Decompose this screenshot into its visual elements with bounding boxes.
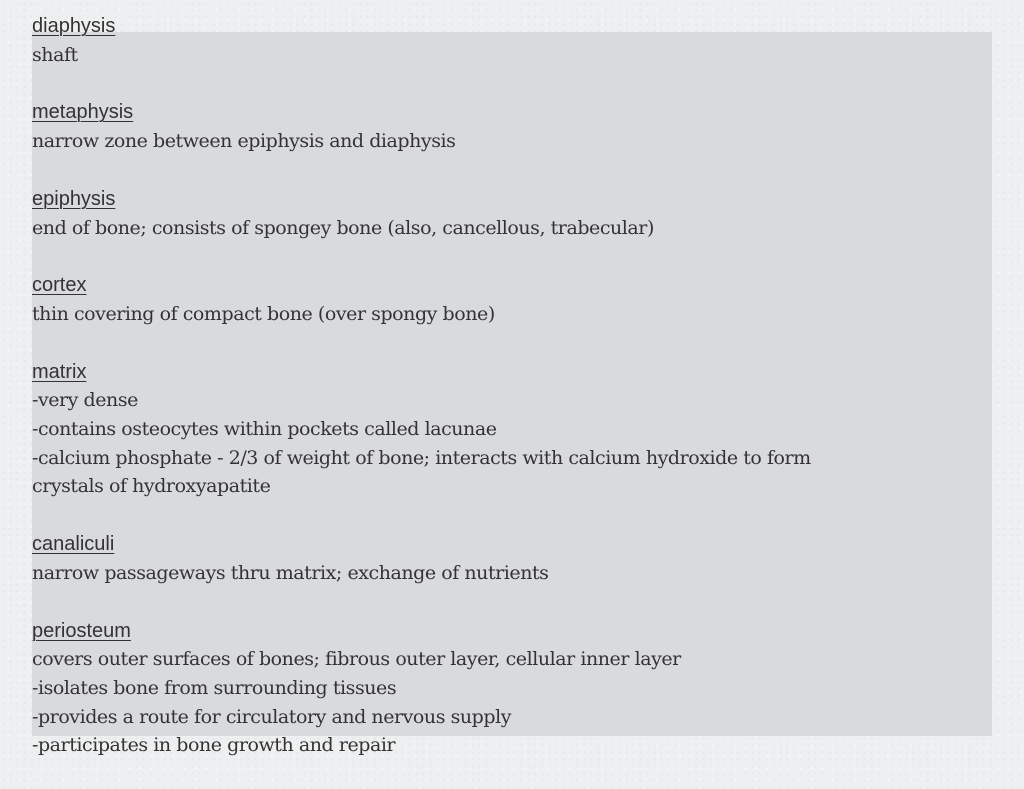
definition-line: -very dense	[32, 389, 138, 412]
definition-line: thin covering of compact bone (over spongy bone)	[32, 302, 495, 325]
term-canaliculi: canaliculi	[32, 533, 115, 556]
term-metaphysis: metaphysis	[32, 101, 134, 124]
term-epiphysis: epiphysis	[32, 187, 116, 210]
entry-cortex	[32, 271, 992, 328]
definition-line: -isolates bone from surrounding tissues	[32, 676, 397, 699]
definition-line: -contains osteocytes within pockets called lacunae	[32, 418, 497, 441]
definition-line: -calcium phosphate - 2/3 of weight of bone; interacts with calcium hydroxide to form	[32, 446, 811, 469]
entry-diaphysis	[32, 12, 992, 69]
definition-line: end of bone; consists of spongey bone (also, cancellous, trabecular)	[32, 216, 654, 239]
entry-periosteum	[32, 617, 992, 761]
definition-line: covers outer surfaces of bones; fibrous outer layer, cellular inner layer	[32, 648, 681, 671]
term-cortex: cortex	[32, 274, 87, 297]
definition-line: narrow zone between epiphysis and diaphysis	[32, 130, 456, 153]
term-matrix: matrix	[32, 360, 87, 383]
term-periosteum: periosteum	[32, 619, 131, 642]
definition-line: -participates in bone growth and repair	[32, 734, 396, 757]
definition-list	[32, 12, 992, 789]
definition-line: shaft	[32, 43, 78, 66]
term-diaphysis: diaphysis	[32, 15, 116, 37]
definition-line: crystals of hydroxyapatite	[32, 475, 271, 498]
definition-line: -provides a route for circulatory and nervous supply	[32, 705, 512, 728]
definition-line: narrow passageways thru matrix; exchange of nutrients	[32, 561, 549, 584]
entry-epiphysis	[32, 185, 992, 242]
entry-metaphysis	[32, 98, 992, 155]
entry-matrix	[32, 358, 992, 502]
entry-canaliculi	[32, 530, 992, 587]
